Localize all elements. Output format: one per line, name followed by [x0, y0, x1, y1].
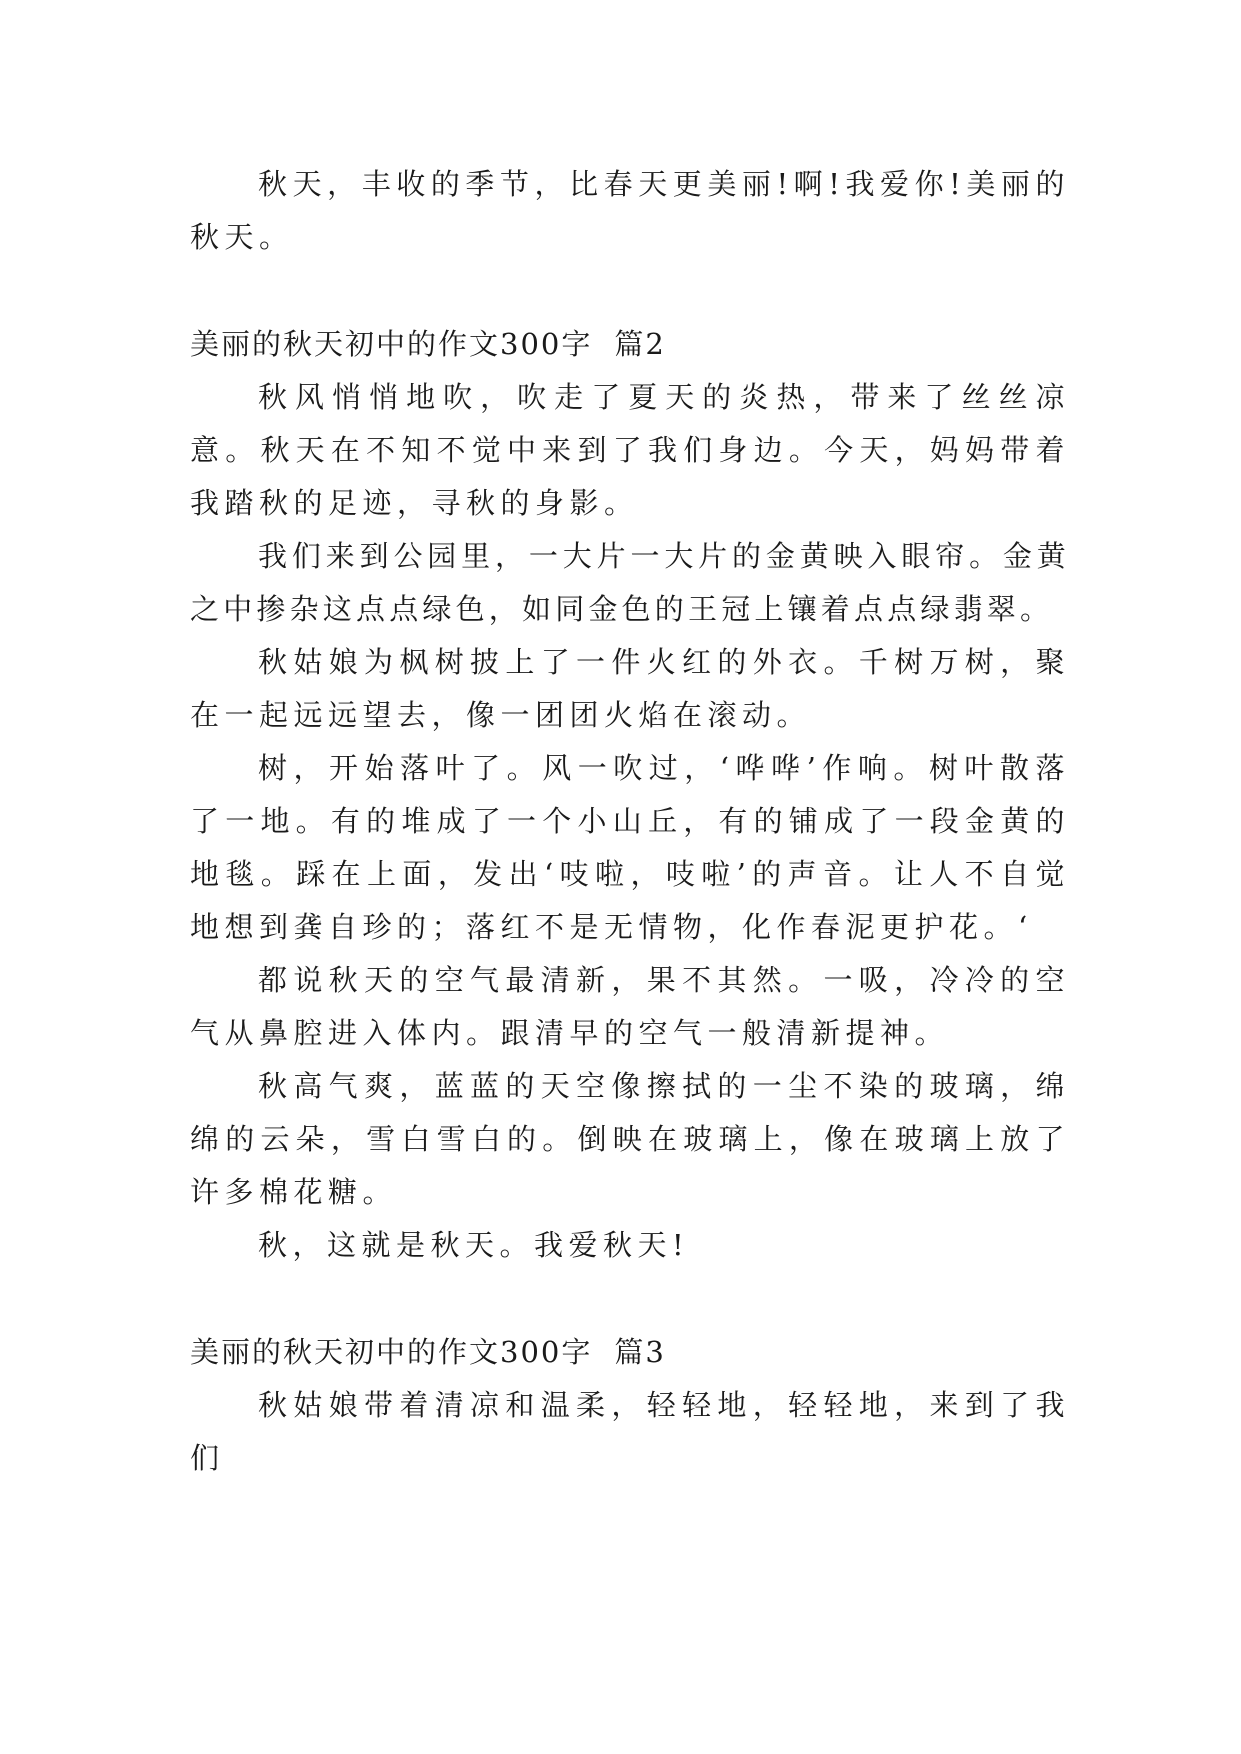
section-heading — [190, 318, 1070, 371]
paragraph: 都说秋天的空气最清新，果不其然。一吸，冷冷的空气从鼻腔进入体内。跟清早的空气一般清新提神。 — [190, 963, 1070, 1050]
paragraph: 秋姑娘为枫树披上了一件火红的外衣。千树万树，聚在一起远远望去，像一团团火焰在滚动。 — [190, 645, 1070, 732]
section-heading-part: 篇3 — [614, 1335, 666, 1369]
paragraph: 秋姑娘带着清凉和温柔，轻轻地，轻轻地，来到了我们 — [190, 1388, 1070, 1475]
paragraph: 秋天，丰收的季节，比春天更美丽!啊!我爱你!美丽的秋天。 — [190, 167, 1070, 254]
section-heading — [190, 1326, 1070, 1379]
paragraph: 我们来到公园里，一大片一大片的金黄映入眼帘。金黄之中掺杂这点点绿色，如同金色的王冠上镶着点点绿翡翠。 — [190, 539, 1070, 626]
paragraph: 秋，这就是秋天。我爱秋天! — [258, 1228, 690, 1262]
section-heading-title: 美丽的秋天初中的作文300字 — [190, 1335, 593, 1369]
paragraph: 秋风悄悄地吹，吹走了夏天的炎热，带来了丝丝凉意。秋天在不知不觉中来到了我们身边。今天，妈妈带着我踏秋的足迹，寻秋的身影。 — [190, 380, 1070, 520]
paragraph: 秋高气爽，蓝蓝的天空像擦拭的一尘不染的玻璃，绵绵的云朵，雪白雪白的。倒映在玻璃上，像在玻璃上放了许多棉花糖。 — [190, 1069, 1070, 1209]
section-heading-part: 篇2 — [614, 327, 666, 361]
section-heading-title: 美丽的秋天初中的作文300字 — [190, 327, 593, 361]
paragraph: 树，开始落叶了。风一吹过，‘哗哗’作响。树叶散落了一地。有的堆成了一个小山丘，有的铺成了一段金黄的地毯。踩在上面，发出‘吱啦，吱啦’的声音。让人不自觉地想到龚自珍的；落红不是无情物，化作春泥更护花。‘ — [190, 751, 1070, 944]
document-body — [190, 158, 1070, 1485]
